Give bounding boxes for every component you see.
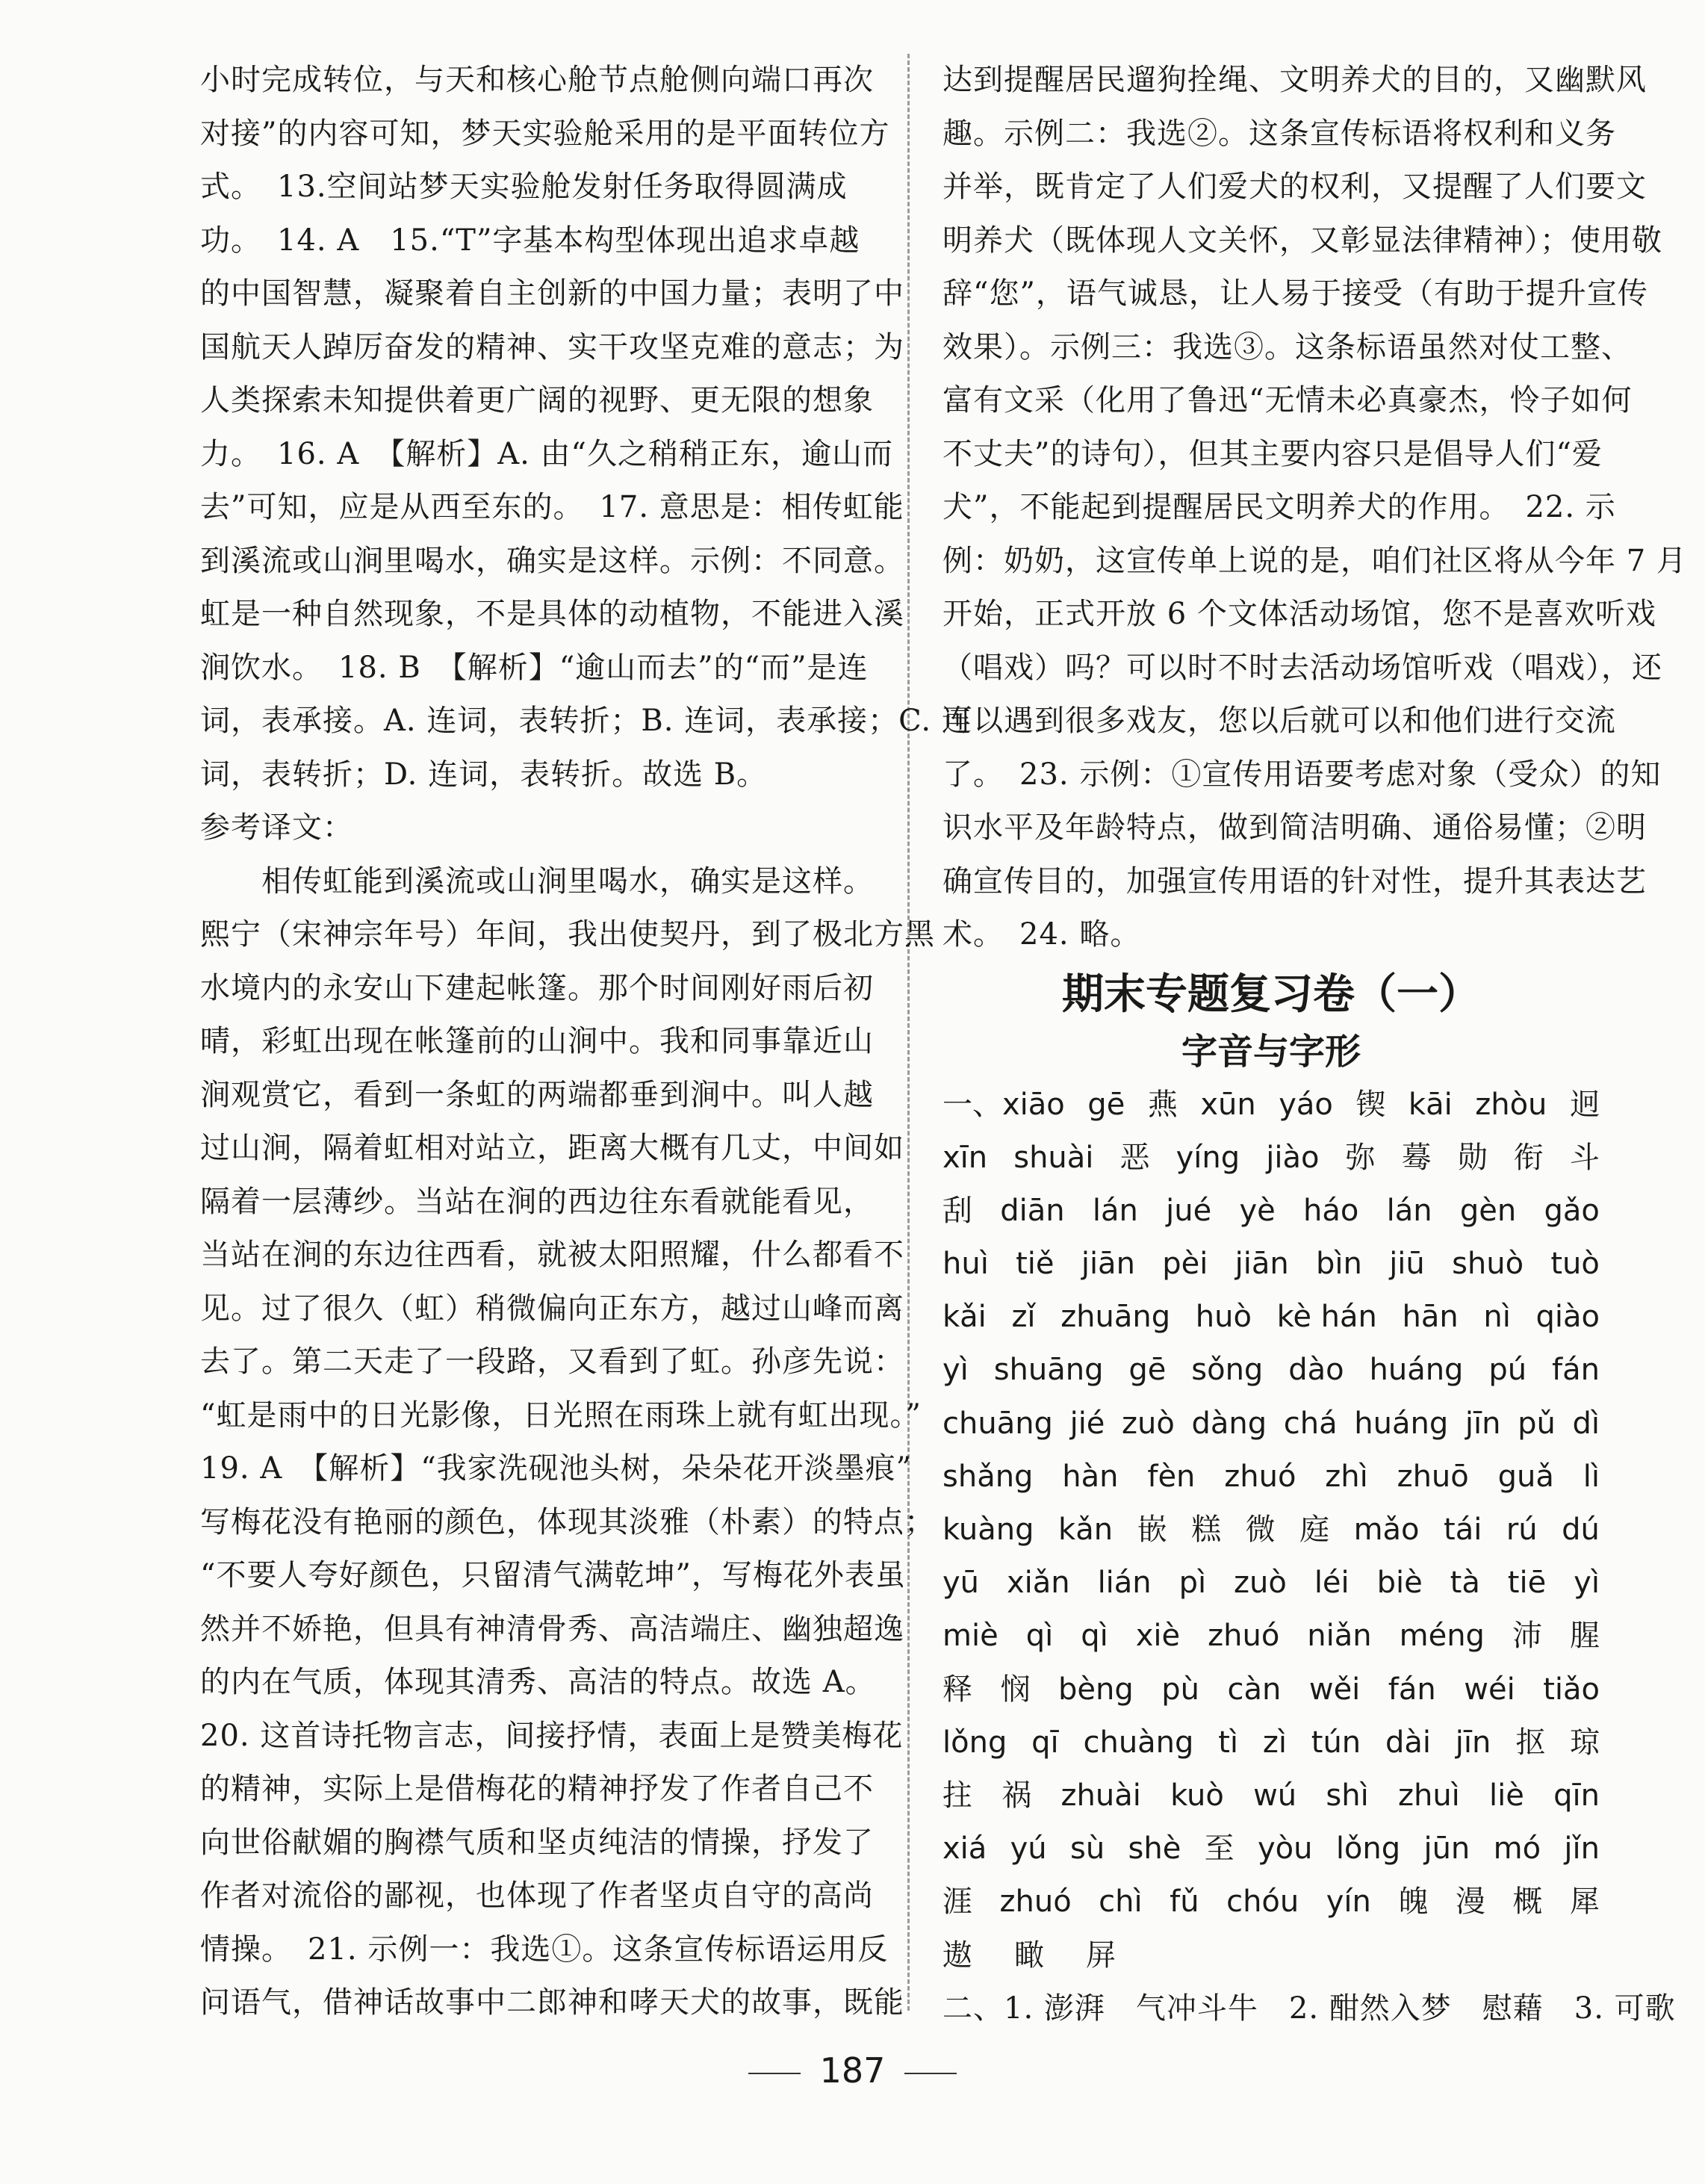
text-line: 参考译文：	[200, 810, 353, 845]
text-line: 过山涧，隔着虹相对站立，距离大概有几丈，中间如	[200, 1131, 904, 1165]
pinyin-item: tái	[1444, 1513, 1482, 1547]
pinyin-item: yì	[942, 1353, 969, 1388]
pinyin-item: lán	[1386, 1193, 1432, 1228]
pinyin-item: zì	[1262, 1725, 1287, 1760]
text-line: 功。 14. A 15.“T”字基本构型体现出追求卓越	[200, 223, 860, 258]
pinyin-item: lián	[1097, 1566, 1152, 1601]
text-line: 虹是一种自然现象，不是具体的动植物，不能进入溪	[200, 597, 904, 631]
pinyin-item: 弥	[1345, 1140, 1376, 1175]
pinyin-item: zhuó	[1208, 1619, 1280, 1654]
pinyin-item: 腥	[1569, 1619, 1600, 1654]
pinyin-item: háo	[1303, 1193, 1359, 1228]
pinyin-item: 勋	[1457, 1140, 1488, 1175]
text-line: 不丈夫”的诗句），但其主要内容只是倡导人们“爱	[942, 436, 1603, 471]
pinyin-item: yín	[1326, 1884, 1371, 1920]
text-line: 词，表转折；D. 连词，表转折。故选 B。	[200, 757, 768, 792]
pinyin-row	[942, 1663, 1600, 1716]
text-line: 明养犬（既体现人文关怀，又彰显法律精神）；使用敬	[942, 223, 1662, 258]
pinyin-item: lǒng	[1335, 1831, 1401, 1867]
pinyin-item: kuò	[1170, 1778, 1224, 1813]
pinyin-item: shì	[1326, 1778, 1369, 1813]
text-line: 确宣传目的，加强宣传用语的针对性，提升其表达艺	[942, 863, 1647, 899]
text-line: 效果）。示例三：我选③。这条标语虽然对仗工整、	[942, 329, 1632, 364]
text-line: 水境内的永安山下建起帐篷。那个时间刚好雨后初	[200, 970, 874, 1005]
pinyin-item: fèn	[1147, 1459, 1196, 1494]
pinyin-item: sù	[1069, 1831, 1105, 1867]
pinyin-item: liè	[1489, 1778, 1524, 1813]
pinyin-item: shè	[1128, 1831, 1181, 1867]
pinyin-item: zhuài	[1060, 1778, 1141, 1813]
pinyin-item: xiǎn	[1006, 1566, 1070, 1601]
pinyin-item: gǎo	[1544, 1193, 1600, 1228]
pinyin-item: xiá	[942, 1831, 987, 1867]
pinyin-item: 遨	[942, 1938, 972, 1973]
text-line: “虹是雨中的日光影像，日光照在雨珠上就有虹出现。”	[200, 1397, 922, 1433]
pinyin-row	[942, 1185, 1600, 1238]
pinyin-item: yíng	[1176, 1140, 1240, 1175]
pinyin-row	[942, 1132, 1600, 1185]
pinyin-item: niǎn	[1307, 1619, 1372, 1654]
pinyin-item: kǎn	[1058, 1513, 1114, 1547]
pinyin-item: 拄	[942, 1778, 972, 1813]
text-line: 可以遇到很多戏友，您以后就可以和他们进行交流	[942, 704, 1616, 738]
text-line: 达到提醒居民遛狗拴绳、文明养犬的目的，又幽默风	[942, 63, 1647, 97]
pinyin-item: huò	[1195, 1300, 1252, 1335]
pinyin-item: xūn	[1200, 1087, 1256, 1122]
pinyin-item: zhuāng	[1060, 1300, 1171, 1335]
pinyin-item: jiān	[1081, 1247, 1135, 1282]
pinyin-item: 衔	[1513, 1140, 1544, 1175]
pinyin-row	[942, 1238, 1600, 1291]
text-line: 去了。第二天走了一段路，又看到了虹。孙彦先说：	[200, 1344, 904, 1379]
pinyin-row	[942, 1876, 1600, 1929]
pinyin-item: 糕	[1191, 1513, 1222, 1547]
text-line: 相传虹能到溪流或山涧里喝水，确实是这样。	[200, 863, 874, 899]
pinyin-item: jié	[1069, 1406, 1105, 1441]
pinyin-item: xīn	[942, 1140, 988, 1175]
text-line: 见。过了很久（虹）稍微偏向正东方，越过山峰而离	[200, 1291, 904, 1326]
pinyin-item: dàng	[1191, 1406, 1267, 1441]
pinyin-item: 概	[1512, 1884, 1543, 1920]
pinyin-item: 刮	[942, 1193, 972, 1228]
pinyin-item: 斗	[1569, 1140, 1600, 1175]
pinyin-item: tiǎo	[1543, 1672, 1600, 1707]
column-divider	[907, 54, 910, 2011]
pinyin-item: 至	[1204, 1831, 1235, 1867]
page-number: 187	[819, 2050, 886, 2091]
text-line: 识水平及年龄特点，做到简洁明确、通俗易懂；②明	[942, 810, 1647, 845]
pinyin-item: nì	[1483, 1300, 1511, 1335]
pinyin-item: 沛	[1512, 1619, 1542, 1654]
pinyin-item: pǔ	[1518, 1406, 1556, 1441]
pinyin-item: tà	[1450, 1566, 1480, 1601]
pinyin-item: shuài	[1013, 1140, 1094, 1175]
pinyin-row	[942, 1610, 1600, 1663]
pinyin-item: wú	[1253, 1778, 1297, 1813]
pinyin-item: bèng	[1058, 1672, 1134, 1707]
pinyin-item: zhòu	[1475, 1087, 1547, 1122]
pinyin-item: yú	[1010, 1831, 1047, 1867]
pinyin-item: 锲	[1355, 1087, 1386, 1122]
section-subtitle: 字音与字形	[1181, 1030, 1361, 1073]
pinyin-row	[942, 1344, 1600, 1397]
pinyin-item: jūn	[1423, 1831, 1470, 1867]
text-line: 辞“您”，语气诚恳，让人易于接受（有助于提升宣传	[942, 276, 1648, 311]
pinyin-item: jǐn	[1564, 1831, 1600, 1867]
pinyin-item: pú	[1488, 1353, 1527, 1388]
pinyin-item: kuàng	[942, 1513, 1034, 1547]
pinyin-item: jiū	[1389, 1247, 1425, 1282]
pinyin-item: jīn	[1455, 1725, 1491, 1760]
text-line: 去”可知，应是从西至东的。 17. 意思是：相传虹能	[200, 490, 904, 524]
text-line: 涧观赏它，看到一条虹的两端都垂到涧中。叫人越	[200, 1077, 874, 1112]
pinyin-item: qī	[1031, 1725, 1059, 1760]
text-line: 了。 23. 示例：①宣传用语要考虑对象（受众）的知	[942, 757, 1662, 792]
pinyin-item: chì	[1099, 1884, 1143, 1920]
pinyin-item: qiào	[1535, 1300, 1600, 1335]
pinyin-item: tuò	[1550, 1247, 1600, 1282]
text-line: 涧饮水。 18. B 【解析】“逾山而去”的“而”是连	[200, 650, 869, 685]
pinyin-item: hàn	[1062, 1459, 1119, 1494]
text-line: 犬”，不能起到提醒居民文明养犬的作用。 22. 示	[942, 490, 1616, 524]
pinyin-item: shǎng	[942, 1459, 1034, 1494]
text-line: 作者对流俗的鄙视，也体现了作者坚贞自守的高尚	[200, 1879, 874, 1913]
pinyin-item: 恶	[1119, 1140, 1150, 1175]
text-line: 人类探索未知提供着更广阔的视野、更无限的想象	[200, 383, 874, 418]
pinyin-item: càn	[1227, 1672, 1282, 1707]
pinyin-item: tún	[1311, 1725, 1361, 1760]
pinyin-item: hān	[1402, 1300, 1459, 1335]
text-line: 趣。示例二：我选②。这条宣传标语将权利和义务	[942, 116, 1616, 151]
pinyin-item: huáng	[1369, 1353, 1464, 1388]
pinyin-item: shuò	[1452, 1247, 1524, 1282]
pinyin-item: chuāng	[942, 1406, 1053, 1441]
pinyin-item: lì	[1583, 1459, 1600, 1494]
pinyin-item: pì	[1178, 1566, 1207, 1601]
text-line: 19. A 【解析】“我家洗砚池头树，朵朵花开淡墨痕”	[200, 1451, 913, 1486]
pinyin-item: jiān	[1235, 1247, 1289, 1282]
pinyin-item: léi	[1314, 1566, 1350, 1601]
pinyin-item: pù	[1161, 1672, 1199, 1707]
pinyin-row	[942, 1451, 1600, 1504]
pinyin-item: sǒng	[1191, 1353, 1264, 1388]
pinyin-item: 祸	[1001, 1778, 1032, 1813]
pinyin-item: 琼	[1570, 1725, 1600, 1760]
text-line: 20. 这首诗托物言志，间接抒情，表面上是赞美梅花	[200, 1718, 904, 1753]
text-line: “不要人夸好颜色，只留清气满乾坤”，写梅花外表虽	[200, 1558, 906, 1592]
text-line: 熙宁（宋神宗年号）年间，我出使契丹，到了极北方黑	[200, 917, 935, 952]
answer-text	[942, 54, 1687, 962]
pinyin-item: chóu	[1226, 1884, 1299, 1920]
pinyin-row	[942, 1397, 1600, 1451]
text-line: 的中国智慧，凝聚着自主创新的中国力量；表明了中	[200, 276, 904, 311]
pinyin-answers	[942, 1079, 1600, 1982]
pinyin-item: gē	[1087, 1087, 1125, 1122]
section-title: 期末专题复习卷（一）	[1062, 970, 1480, 1019]
pinyin-item: 瞰	[1014, 1938, 1044, 1973]
pinyin-item: zhuì	[1397, 1778, 1460, 1813]
text-line: 例：奶奶，这宣传单上说的是，咱们社区将从今年 7 月	[942, 543, 1687, 578]
pinyin-item: 蓦	[1401, 1140, 1432, 1175]
pinyin-item: yè	[1239, 1193, 1276, 1228]
pinyin-item: 嵌	[1137, 1513, 1167, 1547]
pinyin-item: yòu	[1257, 1831, 1313, 1867]
text-line: 写梅花没有艳丽的颜色，体现其淡雅（朴素）的特点；	[200, 1504, 935, 1539]
pinyin-item: miè	[942, 1619, 999, 1654]
pinyin-item: 屏	[1086, 1938, 1116, 1973]
pinyin-item: méng	[1399, 1619, 1485, 1654]
pinyin-item: kǎi	[942, 1300, 987, 1335]
pinyin-item: tiě	[1016, 1247, 1055, 1282]
pinyin-item: huì	[942, 1247, 989, 1282]
text-line: 对接”的内容可知，梦天实验舱采用的是平面转位方	[200, 116, 890, 151]
text-line: 的精神，实际上是借梅花的精神抒发了作者自己不	[200, 1772, 874, 1806]
pinyin-item: rú	[1506, 1513, 1538, 1547]
text-line: 情操。 21. 示例一：我选①。这条宣传标语运用反	[200, 1932, 889, 1967]
text-line: 隔着一层薄纱。当站在涧的西边往东看就能看见，	[200, 1184, 874, 1219]
pinyin-row	[942, 1504, 1600, 1557]
pinyin-item: lǒng	[942, 1725, 1007, 1760]
pinyin-item: dú	[1562, 1513, 1600, 1547]
pinyin-item: zuò	[1234, 1566, 1287, 1601]
pinyin-item: wéi	[1464, 1672, 1515, 1707]
pinyin-item: zhì	[1325, 1459, 1368, 1494]
pinyin-row	[942, 1291, 1600, 1344]
text-line: 的内在气质，体现其清秀、高洁的特点。故选 A。	[200, 1665, 876, 1699]
pinyin-item: 一、xiāo	[942, 1087, 1065, 1122]
text-line: 词，表承接。A. 连词，表转折；B. 连词，表承接；C. 连	[200, 704, 972, 738]
right-column	[942, 54, 1687, 2035]
pinyin-item: yáo	[1279, 1087, 1333, 1122]
text-line: 晴，彩虹出现在帐篷前的山涧中。我和同事靠近山	[200, 1024, 874, 1058]
text-line: 并举，既肯定了人们爱犬的权利，又提醒了人们要文	[942, 170, 1647, 204]
pinyin-row	[942, 1769, 1600, 1822]
text-line: 式。 13.空间站梦天实验舱发射任务取得圆满成	[200, 170, 848, 204]
pinyin-item: 释	[942, 1672, 972, 1707]
text-line: 国航天人踔厉奋发的精神、实干攻坚克难的意志；为	[200, 329, 904, 364]
pinyin-row	[942, 1929, 1600, 1982]
pinyin-item: 犀	[1569, 1884, 1600, 1920]
pinyin-item: dì	[1572, 1406, 1600, 1441]
pinyin-item: zhuō	[1397, 1459, 1469, 1494]
pinyin-item: xiè	[1135, 1619, 1181, 1654]
pinyin-row	[942, 1716, 1600, 1769]
footer-dash-right	[904, 2073, 957, 2074]
pinyin-item: lán	[1092, 1193, 1138, 1228]
pinyin-item: biè	[1376, 1566, 1423, 1601]
pinyin-item: guǎ	[1497, 1459, 1554, 1494]
pinyin-item: fán	[1551, 1353, 1600, 1388]
pinyin-row	[942, 1079, 1600, 1132]
pinyin-item: kè hán	[1276, 1300, 1377, 1335]
pinyin-item: fán	[1388, 1672, 1436, 1707]
pinyin-item: tì	[1218, 1725, 1239, 1760]
pinyin-item: 微	[1245, 1513, 1276, 1547]
pinyin-item: chuàng	[1083, 1725, 1194, 1760]
text-line: 富有文采（化用了鲁迅“无情未必真豪杰，怜子如何	[942, 383, 1633, 418]
page-number-footer	[0, 2050, 1705, 2091]
pinyin-item: 迥	[1569, 1087, 1600, 1122]
pinyin-item: 漫	[1455, 1884, 1485, 1920]
pinyin-item: wěi	[1308, 1672, 1361, 1707]
pinyin-item: zǐ	[1011, 1300, 1036, 1335]
text-line: 小时完成转位，与天和核心舱节点舱侧向端口再次	[200, 63, 874, 97]
pinyin-item: mó	[1493, 1831, 1541, 1867]
pinyin-row	[942, 1822, 1600, 1876]
text-line: 向世俗献媚的胸襟气质和坚贞纯洁的情操，抒发了	[200, 1825, 874, 1860]
pinyin-item: zuò	[1122, 1406, 1175, 1441]
pinyin-item: pèi	[1162, 1247, 1208, 1282]
pinyin-item: jué	[1166, 1193, 1212, 1228]
pinyin-item: 悯	[1000, 1672, 1031, 1707]
pinyin-row	[942, 1557, 1600, 1610]
pinyin-item: qīn	[1553, 1778, 1600, 1813]
pinyin-item: yì	[1574, 1566, 1600, 1601]
footer-dash-left	[748, 2073, 801, 2074]
pinyin-item: qì	[1025, 1619, 1054, 1654]
pinyin-item: mǎo	[1353, 1513, 1420, 1547]
pinyin-item: 抠	[1515, 1725, 1546, 1760]
pinyin-item: yū	[942, 1566, 980, 1601]
pinyin-item: fǔ	[1170, 1884, 1199, 1920]
pinyin-item: 庭	[1299, 1513, 1330, 1547]
text-line: 开始，正式开放 6 个文体活动场馆，您不是喜欢听戏	[942, 597, 1656, 631]
pinyin-item: jīn	[1465, 1406, 1501, 1441]
pinyin-item: kāi	[1408, 1087, 1453, 1122]
pinyin-item: 涯	[942, 1884, 972, 1920]
pinyin-item: huáng	[1354, 1406, 1449, 1441]
text-line: （唱戏）吗？可以时不时去活动场馆听戏（唱戏），还	[942, 650, 1662, 685]
text-line: 当站在涧的东边往西看，就被太阳照耀，什么都看不	[200, 1238, 904, 1272]
pinyin-item: gèn	[1459, 1193, 1517, 1228]
pinyin-item: zhuó	[999, 1884, 1072, 1920]
pinyin-item: dào	[1288, 1353, 1344, 1388]
pinyin-item: dài	[1385, 1725, 1431, 1760]
pinyin-item: gē	[1128, 1353, 1167, 1388]
text-line: 然并不娇艳，但具有神清骨秀、高洁端庄、幽独超逸	[200, 1611, 904, 1646]
pinyin-item: tiē	[1507, 1566, 1547, 1601]
text-line: 力。 16. A 【解析】A. 由“久之稍稍正东，逾山而	[200, 436, 893, 471]
text-line: 问语气，借神话故事中二郎神和哮天犬的故事，既能	[200, 1985, 904, 2020]
pinyin-item: jiào	[1266, 1140, 1320, 1175]
pinyin-item: 魄	[1398, 1884, 1429, 1920]
pinyin-item: bìn	[1316, 1247, 1362, 1282]
part-two-answers: 二、1. 澎湃 气冲斗牛 2. 酣然入梦 慰藉 3. 可歌	[942, 1991, 1676, 2026]
pinyin-item: zhuó	[1224, 1459, 1296, 1494]
pinyin-item: shuāng	[993, 1353, 1104, 1388]
text-line: 到溪流或山涧里喝水，确实是这样。示例：不同意。	[200, 543, 904, 578]
text-line: 术。 24. 略。	[942, 917, 1141, 952]
pinyin-item: qì	[1081, 1619, 1108, 1654]
pinyin-item: chá	[1283, 1406, 1338, 1441]
pinyin-item: 燕	[1147, 1087, 1178, 1122]
pinyin-item: diān	[1000, 1193, 1065, 1228]
